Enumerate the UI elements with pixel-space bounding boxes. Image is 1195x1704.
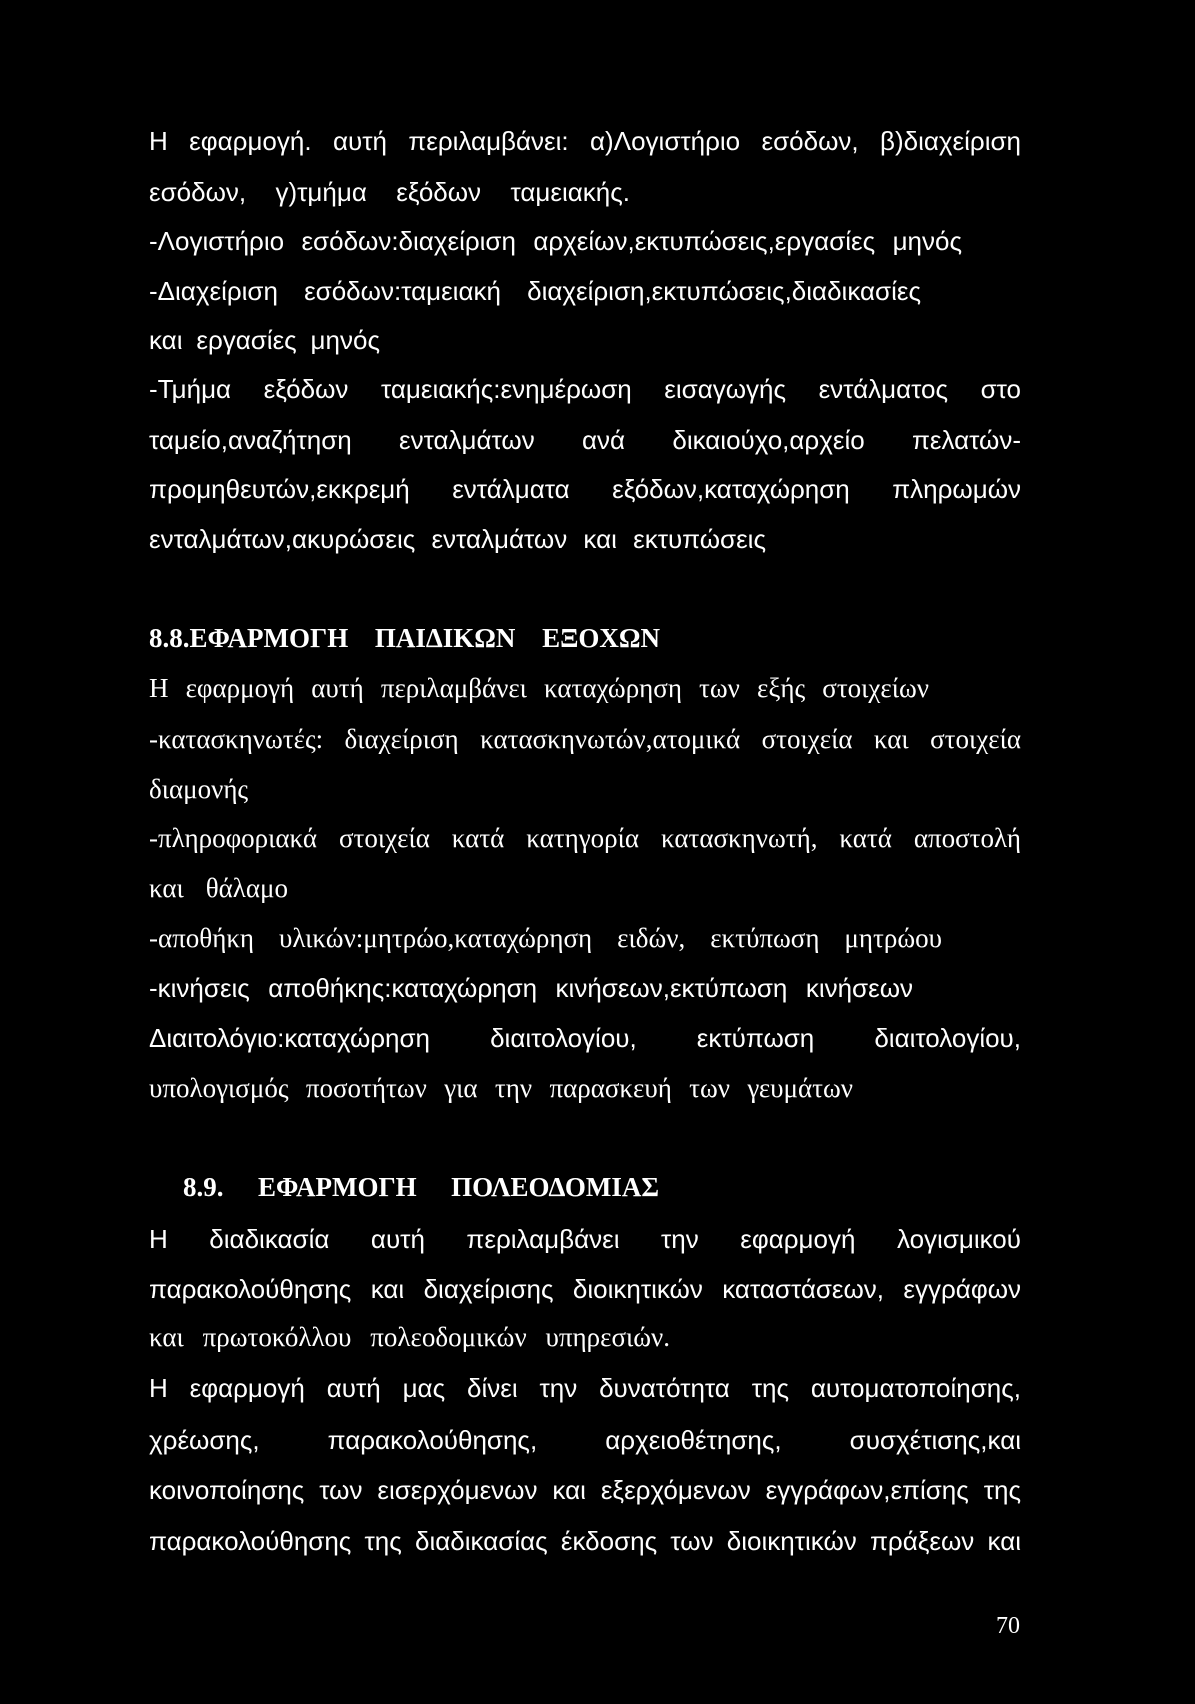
paragraph-line: -Λογιστήριο εσόδων:διαχείριση αρχείων,εκτυπώσεις,εργασίες μηνός xyxy=(149,226,962,256)
paragraph-line: παρακολούθησης και διαχείρισης διοικητικών καταστάσεων, εγγράφων xyxy=(149,1274,1021,1304)
paragraph-line: Η εφαρμογή αυτή περιλαμβάνει καταχώρηση των εξής στοιχείων xyxy=(149,673,929,703)
paragraph-line: -Τμήμα εξόδων ταμειακής:ενημέρωση εισαγωγής εντάλματος στο xyxy=(149,374,1021,404)
paragraph-line: παρακολούθησης της διαδικασίας έκδοσης των διοικητικών πράξεων και xyxy=(149,1526,1021,1556)
paragraph-line: υπολογισμός ποσοτήτων για την παρασκευή των γευμάτων xyxy=(149,1073,853,1103)
paragraph-line: Η εφαρμογή. αυτή περιλαμβάνει: α)Λογιστήριο εσόδων, β)διαχείριση xyxy=(149,126,1021,156)
paragraph-line: ενταλμάτων,ακυρώσεις ενταλμάτων και εκτυπώσεις xyxy=(149,524,766,554)
paragraph-line: Διαιτολόγιο:καταχώρηση διαιτολογίου, εκτύπωση διαιτολογίου, xyxy=(149,1023,1021,1053)
paragraph-line: προμηθευτών,εκκρεμή εντάλματα εξόδων,καταχώρηση πληρωμών xyxy=(149,474,1021,504)
paragraph-line: διαμονής xyxy=(149,774,249,804)
paragraph-line: και εργασίες μηνός xyxy=(149,325,380,355)
paragraph-line: -αποθήκη υλικών:μητρώο,καταχώρηση ειδών, εκτύπωση μητρώου xyxy=(149,923,942,953)
paragraph-line: Η διαδικασία αυτή περιλαμβάνει την εφαρμογή λογισμικού xyxy=(149,1224,1021,1254)
paragraph-line: -κατασκηνωτές: διαχείριση κατασκηνωτών,ατομικά στοιχεία και στοιχεία xyxy=(149,724,1021,754)
paragraph-line: -κινήσεις αποθήκης:καταχώρηση κινήσεων,εκτύπωση κινήσεων xyxy=(149,973,913,1003)
paragraph-line: εσόδων, γ)τμήμα εξόδων ταμειακής. xyxy=(149,177,630,207)
section-heading: 8.8.ΕΦΑΡΜΟΓΗ ΠΑΙΔΙΚΩΝ ΕΞΟΧΩΝ xyxy=(149,623,660,653)
paragraph-line: ταμείο,αναζήτηση ενταλμάτων ανά δικαιούχο,αρχείο πελατών- xyxy=(149,425,1021,455)
paragraph-line: και πρωτοκόλλου πολεοδομικών υπηρεσιών. xyxy=(149,1322,670,1352)
paragraph-line: κοινοποίησης των εισερχόμενων και εξερχόμενων εγγράφων,επίσης της xyxy=(149,1475,1021,1505)
paragraph-line: -πληροφοριακά στοιχεία κατά κατηγορία κατασκηνωτή, κατά αποστολή xyxy=(149,823,1021,853)
paragraph-line: -Διαχείριση εσόδων:ταμειακή διαχείριση,εκτυπώσεις,διαδικασίες xyxy=(149,276,921,306)
paragraph-line: και θάλαμο xyxy=(149,873,288,903)
paragraph-line: Η εφαρμογή αυτή μας δίνει την δυνατότητα της αυτοματοποίησης, xyxy=(149,1373,1021,1403)
paragraph-line: χρέωσης, παρακολούθησης, αρχειοθέτησης, συσχέτισης,και xyxy=(149,1425,1021,1455)
page-number: 70 xyxy=(996,1613,1020,1639)
section-heading: 8.9. ΕΦΑΡΜΟΓΗ ΠΟΛΕΟΔΟΜΙΑΣ xyxy=(183,1172,659,1202)
